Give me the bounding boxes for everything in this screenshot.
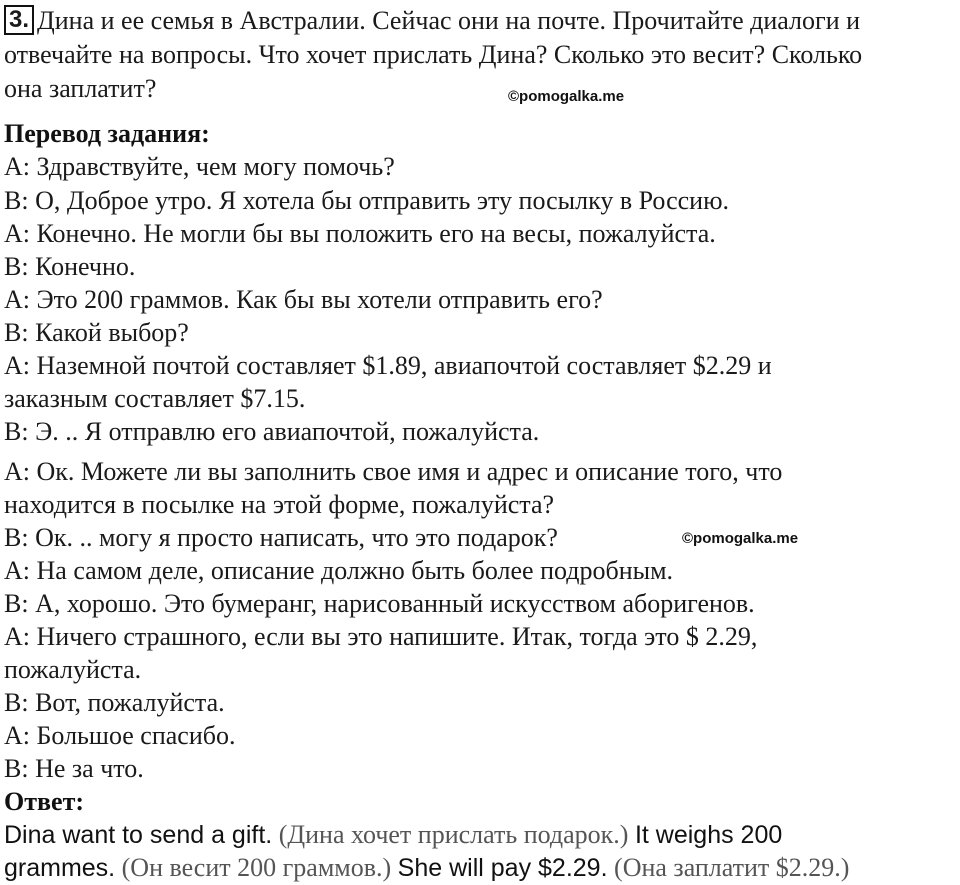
answer-russian: (Она заплатит $2.29.)	[614, 853, 850, 882]
answer-russian: (Он весит 200 граммов.)	[121, 853, 392, 882]
task-number: 3.	[4, 5, 34, 35]
dialogue-line: А: Ок. Можете ли вы заполнить свое имя и адрес и описание того, что	[4, 457, 783, 486]
dialogue-line: В: Э. .. Я отправлю его авиапочтой, пожалуйста.	[4, 417, 540, 446]
dialogue-line: А: Большое спасибо.	[4, 721, 236, 750]
dialogue-line: А: Наземной почтой составляет $1.89, авиапочтой составляет $2.29 и	[4, 351, 772, 380]
task-line-3: она заплатит?	[4, 74, 157, 103]
dialogue-line: А: Ничего страшного, если вы это напишите. Итак, тогда это $ 2.29,	[4, 622, 758, 651]
dialogue-line: В: О, Доброе утро. Я хотела бы отправить эту посылку в Россию.	[4, 186, 729, 215]
dialogue-line: В: Ок. .. могу я просто написать, что это подарок?	[4, 523, 558, 552]
answer-english: It weighs 200	[634, 821, 783, 849]
watermark: ©pomogalka.me	[508, 88, 625, 105]
dialogue-line: В: Конечно.	[4, 252, 136, 281]
answer-english: Dina want to send a gift.	[4, 821, 273, 849]
task-text-1: Дина и ее семья в Австралии. Сейчас они на почте. Прочитайте диалоги и	[37, 6, 861, 35]
dialogue-line: В: Вот, пожалуйста.	[4, 688, 225, 717]
dialogue-line: В: Не за что.	[4, 754, 144, 783]
dialogue-line: В: Какой выбор?	[4, 318, 189, 347]
dialogue-line: А: Здравствуйте, чем могу помочь?	[4, 152, 395, 181]
dialogue-line: А: Конечно. Не могли бы вы положить его на весы, пожалуйста.	[4, 219, 716, 248]
task-line-2: отвечайте на вопросы. Что хочет прислать Дина? Сколько это весит? Сколько	[4, 40, 863, 69]
answer-line-2	[4, 852, 849, 884]
watermark: ©pomogalka.me	[682, 530, 799, 547]
dialogue-line: В: А, хорошо. Это бумеранг, нарисованный искусством аборигенов.	[4, 589, 755, 618]
answer-english: grammes.	[4, 854, 116, 882]
answer-line-1	[4, 819, 782, 851]
dialogue-line: заказным составляет $7.15.	[4, 384, 306, 413]
dialogue-line: А: На самом деле, описание должно быть более подробным.	[4, 556, 674, 585]
answer-russian: (Дина хочет прислать подарок.)	[278, 820, 629, 849]
dialogue-line: пожалуйста.	[4, 655, 142, 684]
answer-english: She will pay $2.29.	[397, 854, 608, 882]
dialogue-line: А: Это 200 граммов. Как бы вы хотели отправить его?	[4, 285, 603, 314]
dialogue-line: находится в посылке на этой форме, пожалуйста?	[4, 490, 555, 519]
translation-heading: Перевод задания:	[4, 119, 210, 148]
answer-heading: Ответ:	[4, 787, 85, 816]
task-line-1	[4, 5, 860, 37]
